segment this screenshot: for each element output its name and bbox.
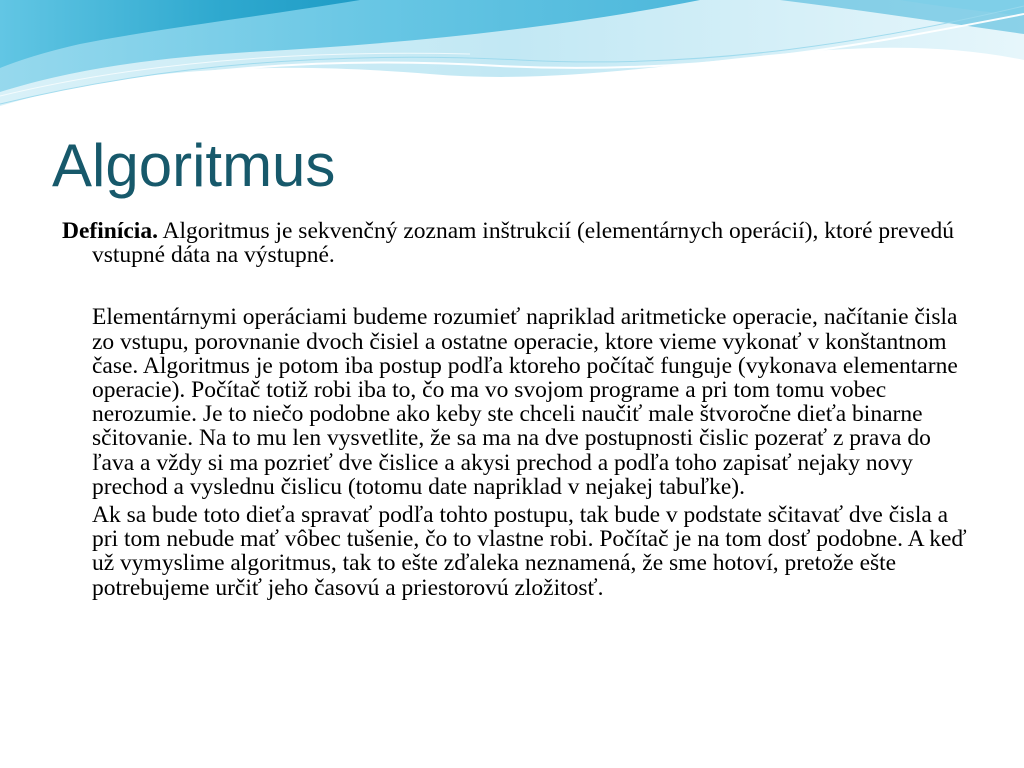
definition-term: Definícia. <box>62 218 158 244</box>
slide-title: Algoritmus <box>52 132 336 199</box>
definition-text: Algoritmus je sekvenčný zoznam inštrukcií (elementárnych operácií), ktoré prevedú vstupné dáta na výstupné. <box>92 218 955 269</box>
paragraph-child-analogy: Ak sa bude toto dieťa spravať podľa tohto postupu, tak bude v podstate sčitavať dve čisla a pri tom nebude mať vôbec tušenie, čo to vlastne robi. Počítač je na tom dosť podobne. A keď už vymyslime algoritmus, tak to ešte zďaleka neznamená, že sme hotoví, pretože ešte potrebujeme určiť jeho časovú a priestorovú zložitosť. <box>92 502 967 601</box>
wave-header-decoration <box>0 0 1024 120</box>
slide-body <box>62 219 972 600</box>
definition-paragraph <box>62 219 972 267</box>
paragraph-elementary-operations: Elementárnymi operáciami budeme rozumieť napriklad aritmeticke operacie, načítanie čisla zo vstupu, porovnanie dvoch čisiel a ostatne operacie, ktore vieme vykonať v konštantnom čase. Algoritmus je potom iba postup podľa ktoreho počítač funguje (vykonava elementarne operacie). Počítač totiž robi iba to, čo ma vo svojom programe a pri tom tomu vobec nerozumie. Je to niečo podobne ako keby ste chceli naučiť male štvoročne dieťa binarne sčitovanie. Na to mu len vysvetlite, že sa ma na dve postupnosti čislic pozerať z prava do ľava a vždy si ma pozrieť dve čislice a akysi prechod a podľa toho zapisať nejaky novy prechod a vyslednu čislicu (totomu date napriklad v nejakej tabuľke). <box>92 304 958 500</box>
